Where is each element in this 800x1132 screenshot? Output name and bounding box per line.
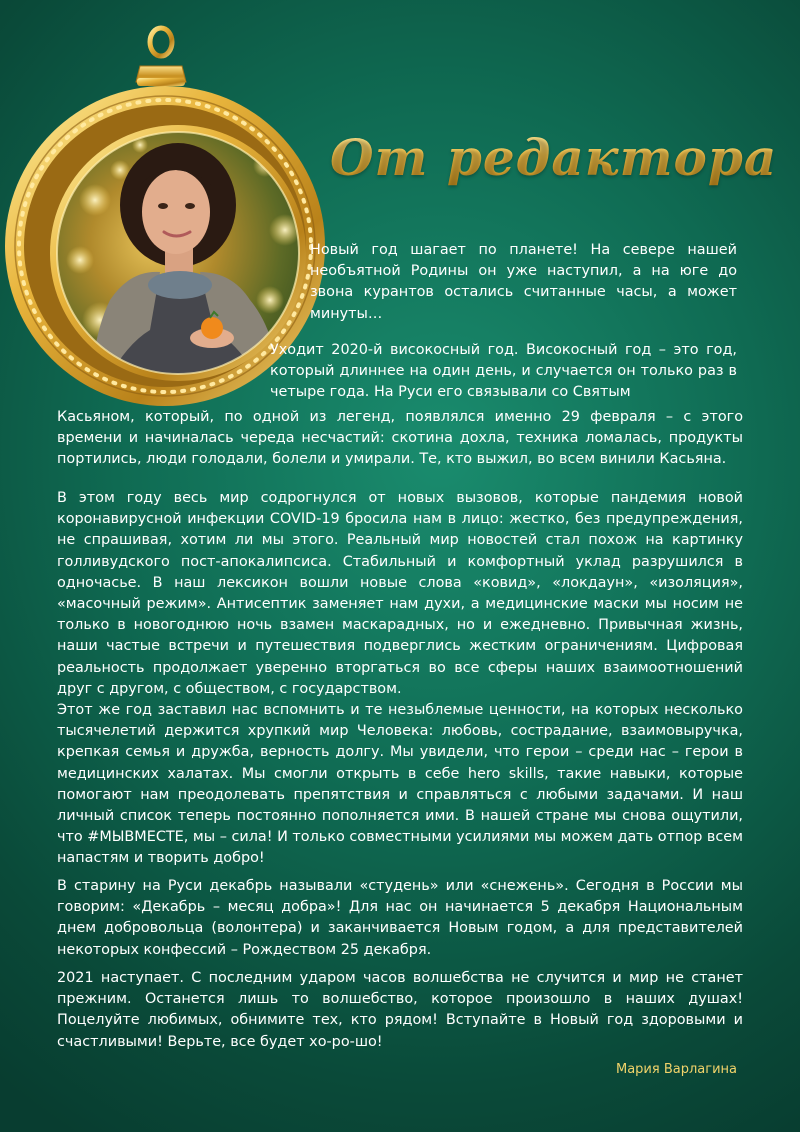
page-title: От редактора [330,128,778,187]
paragraph-2: Уходит 2020-й високосный год. Високосный год – это год, который длиннее на один день, и случается он только раз в четыре года. На Руси его связывали со Святым [270,342,737,401]
paragraph-7: 2021 наступает. С последним ударом часов волшебства не случится и мир не станет прежним. Останется лишь то волшебство, которое произошло в наших душах! Поцелуйте любимых, обнимите тех, кто рядом! Вступайте в Новый год здоровыми и счастливыми! Верьте, все будет хо-ро-шо! [57,970,743,1050]
paragraph-3: Касьяном, который, по одной из легенд, появлялся именно 29 февраля – с этого времени и начиналась череда несчастий: скотина дохла, техника ломалась, продукты портились, люди голодали, болели и умирали. Те, кто выжил, во всем винили Касьяна. [57,409,743,468]
paragraph-1: Новый год шагает по планете! На севере нашей необъятной Родины он уже наступил, а на юге до звона курантов остались считанные часы, а может минуты… [310,242,737,322]
paragraph-6: В старину на Руси декабрь называли «студень» или «снежень». Сегодня в России мы говорим: «Декабрь – месяц добра»! Для нас он начинается 5 декабря Национальным днем добровольца (волонтера) и заканчивается Новым годом, а для представителей некоторых конфессий – Рождеством 25 декабря. [57,878,743,958]
paragraph-5: Этот же год заставил нас вспомнить и те незыблемые ценности, на которых несколько тысячелетий держится хрупкий мир Человека: любовь, сострадание, взаимовыручка, крепкая семья и дружба, верность долгу. Мы увидели, что герои – среди нас – герои в медицинских халатах. Мы смогли открыть в себе hero skills, такие навыки, которые помогают нам преодолевать препятствия и справляться с любыми задачами. И наш личный список теперь постоянно пополняется ими. В нашей стране мы снова ощутили, что #МЫВМЕСТЕ, мы – сила! И только совместными усилиями мы можем дать отпор всем напастям и творить добро! [57,702,744,867]
author-signature: Мария Варлагина [616,1062,737,1077]
paragraph-4: В этом году весь мир содрогнулся от новых вызовов, которые пандемия новой коронавирусной инфекции COVID-19 бросила нам в лицо: жестко, без предупреждения, не спрашивая, хотим ли мы этого. Реальный мир новостей стал похож на картинку голливудского пост-апокалипсиса. Стабильный и комфортный уклад разрушился в одночасье. В наш лексикон вошли новые слова «ковид», «локдаун», «изоляция», «масочный режим». Антисептик заменяет нам духи, а медицинские маски мы носим не только в новогоднюю ночь взамен маскарадных, но и ежедневно. Привычная жизнь, наши частые встречи и путешествия подверглись жестким ограничениям. Цифровая реальность продолжает уверенно вторгаться во все сферы наших взаимоотношений друг с другом, с обществом, с государством. [57,490,743,697]
